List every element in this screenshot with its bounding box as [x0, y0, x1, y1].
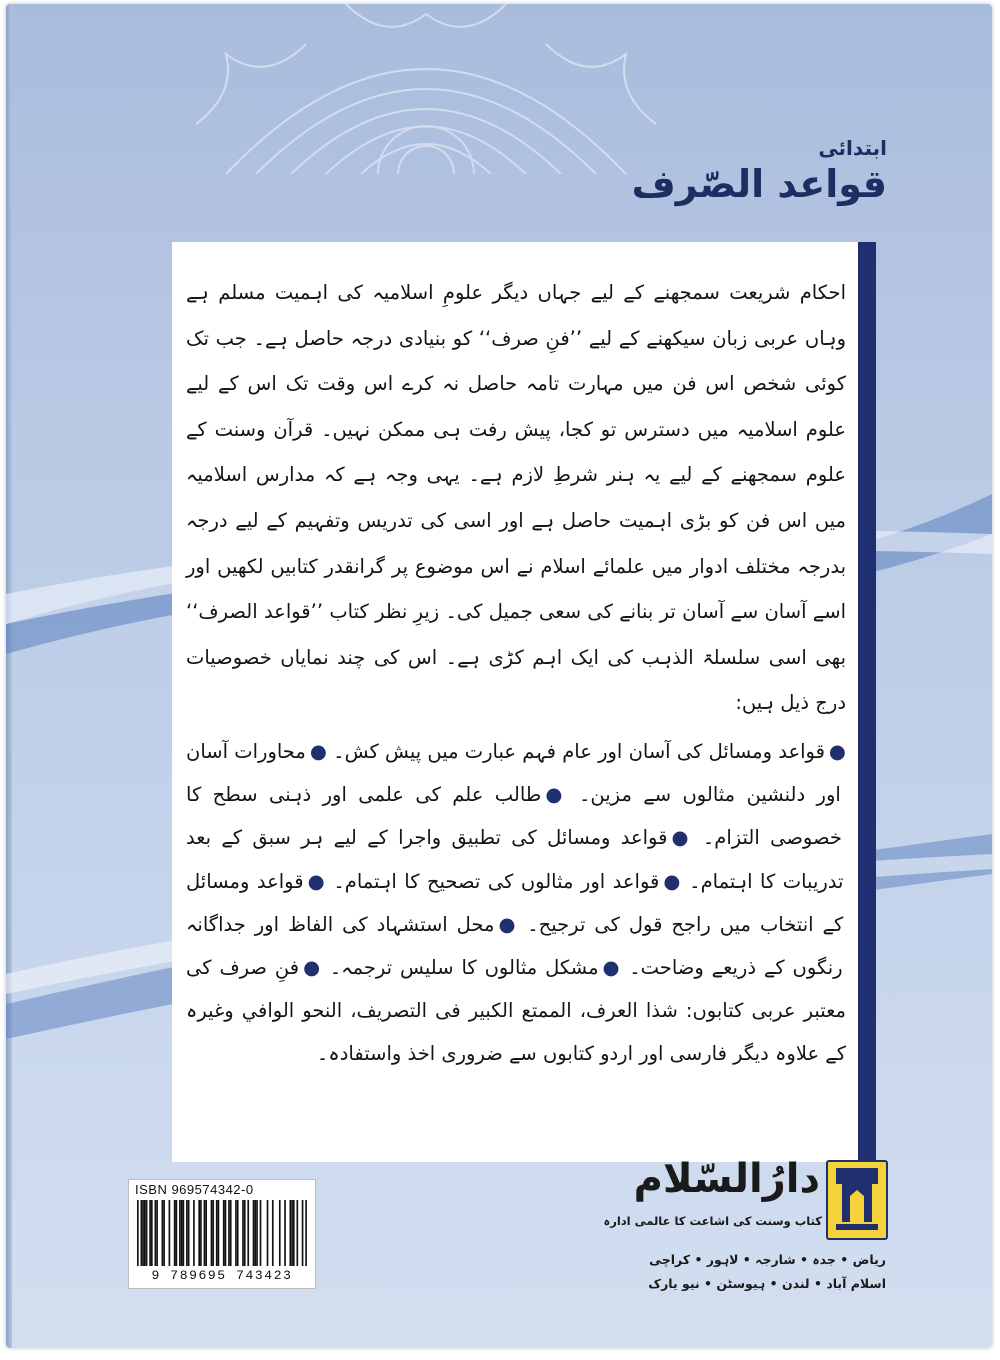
barcode-bar: [260, 1200, 262, 1266]
barcode-bar: [293, 1200, 295, 1266]
bullet-icon: ●: [498, 912, 519, 936]
publisher-tagline: کتاب وسنت کی اشاعت کا عالمی ادارہ: [603, 1214, 822, 1228]
description-paragraph: احکام شریعت سمجھنے کے لیے جہاں دیگر علومِ اسلامیہ کی اہمیت مسلم ہے وہاں عربی زبان سیکھنے کے لیے ’’فنِ صرف‘‘ کو بنیادی درجہ حاصل ہے۔ جب تک کوئی شخص اس فن میں مہارت تامہ حاصل نہ کرے اس وقت تک اس کے لیے علوم اسلامیہ میں دسترس تو کجا، پیش رفت ہی ممکن نہیں۔ قرآن وسنت کے علوم سمجھنے کے لیے یہ ہنر شرطِ لازم ہے۔ یہی وجہ ہے کہ مدارس اسلامیہ میں اس فن کو بڑی اہمیت حاصل ہے اور اسی کی تدریس وتفہیم کے لیے درجہ بدرجہ مختلف ادوار میں علمائے اسلام نے اس موضوع پر گرانقدر کتابیں لکھیں اور اسے آسان سے آسان تر بنانے کی سعی جمیل کی۔ زیرِ نظر کتاب ’’قواعد الصرف‘‘ بھی اسی سلسلۃ الذہب کی ایک اہم کڑی ہے۔ اس کی چند نمایاں خصوصیات درج ذیل ہیں:: [186, 281, 846, 715]
barcode-bar: [200, 1200, 202, 1266]
barcode-bar: [186, 1200, 188, 1266]
barcode-bar: [237, 1200, 239, 1266]
barcode-bar: [247, 1200, 249, 1266]
mandala-ornament: [196, 4, 656, 174]
publisher-logo-icon: [826, 1160, 888, 1240]
barcode-bar: [284, 1200, 286, 1266]
barcode-bars: [135, 1200, 309, 1266]
barcode-bar: [141, 1200, 143, 1266]
feature-item: ●فنِ صرف کی معتبر عربی کتابوں: شذا العرف، الممتع الکبیر فی التصریف، النحو الوافي وغیرہ کے علاوہ دیگر فارسی اور اردو کتابوں سے ضروری اخذ واستفادہ۔: [186, 956, 846, 1066]
publisher-block: [600, 1152, 896, 1302]
barcode-bar: [302, 1200, 304, 1266]
barcode-bar: [228, 1200, 230, 1266]
barcode-bar: [289, 1200, 291, 1266]
barcode-bar: [244, 1200, 246, 1266]
barcode-bar: [223, 1200, 225, 1266]
barcode-bar: [218, 1200, 220, 1266]
back-cover: [6, 4, 992, 1348]
barcode-bar: [253, 1200, 255, 1266]
publisher-name: دارُالسّلام: [633, 1156, 820, 1202]
description-panel: [172, 242, 876, 1162]
barcode-bar: [151, 1200, 153, 1266]
isbn-label: ISBN 969574342-0: [135, 1182, 254, 1197]
spine-edge: [6, 4, 12, 1348]
barcode-bar: [144, 1200, 146, 1266]
barcode-bar: [149, 1200, 151, 1266]
barcode-bar: [169, 1200, 171, 1266]
feature-item: ●قواعد ومسائل کی آسان اور عام فہم عبارت میں پیش کش۔: [333, 740, 846, 763]
publisher-cities-line2: اسلام آباد • لندن • ہیوسٹن • نیو یارک: [648, 1276, 886, 1291]
barcode-bar: [146, 1200, 148, 1266]
barcode-bar: [254, 1200, 256, 1266]
bullet-icon: ●: [545, 783, 568, 807]
feature-item: ●محاورات آسان اور دلنشین مثالوں سے مزین۔: [186, 740, 841, 807]
bullet-icon: ●: [309, 740, 327, 763]
barcode-bar: [267, 1200, 269, 1266]
barcode-bar: [142, 1200, 144, 1266]
barcode-bar: [230, 1200, 232, 1266]
barcode-bar: [176, 1200, 178, 1266]
feature-item: ●طالب علم کی علمی اور ذہنی سطح کا خصوصی التزام۔: [186, 783, 842, 850]
barcode-bar: [291, 1200, 293, 1266]
barcode-bar: [188, 1200, 190, 1266]
barcode-bar: [225, 1200, 227, 1266]
barcode-bar: [181, 1200, 183, 1266]
barcode-bar: [162, 1200, 164, 1266]
barcode-bar: [155, 1200, 157, 1266]
barcode-bar: [193, 1200, 195, 1266]
bullet-icon: ●: [307, 869, 326, 893]
bullet-icon: ●: [602, 956, 622, 980]
barcode-bar: [211, 1200, 213, 1266]
barcode-bar: [216, 1200, 218, 1266]
cover-title-block: [632, 136, 887, 206]
publisher-cities-line1: ریاض • جدہ • شارجہ • لاہور • کراچی: [649, 1252, 886, 1267]
feature-item: ●قواعد اور مثالوں کی تصحیح کا اہتمام۔: [333, 869, 682, 893]
feature-item: ●محل استشہاد کی الفاظ اور جداگانہ رنگوں کے ذریعے وضاحت۔: [186, 912, 843, 980]
barcode-bar: [305, 1200, 307, 1266]
bullet-icon: ●: [663, 869, 682, 893]
barcode-bar: [174, 1200, 176, 1266]
barcode-bar: [183, 1200, 185, 1266]
barcode-bar: [212, 1200, 214, 1266]
book-title: قواعد الصّرف: [631, 162, 887, 206]
barcode-bar: [156, 1200, 158, 1266]
barcode-bar: [205, 1200, 207, 1266]
barcode-bar: [204, 1200, 206, 1266]
barcode-bar: [296, 1200, 298, 1266]
bullet-icon: ●: [828, 740, 846, 763]
barcode-bar: [279, 1200, 281, 1266]
bullet-icon: ●: [671, 826, 693, 850]
features-list: [186, 730, 846, 1076]
feature-item: ●قواعد ومسائل کے انتخاب میں راجح قول کی ترجیح۔: [186, 869, 844, 936]
feature-item: ●مشکل مثالوں کا سلیس ترجمہ۔: [329, 956, 622, 980]
barcode-bar: [198, 1200, 200, 1266]
barcode-bar: [137, 1200, 139, 1266]
isbn-barcode: [128, 1179, 316, 1289]
barcode-bar: [272, 1200, 274, 1266]
book-subtitle: ابتدائی: [818, 136, 887, 160]
barcode-bar: [235, 1200, 237, 1266]
feature-item: ●قواعد ومسائل کی تطبیق واجرا کے لیے ہر سبق کے بعد تدریبات کا اہتمام۔: [186, 826, 844, 893]
barcode-bar: [163, 1200, 165, 1266]
barcode-bar: [256, 1200, 258, 1266]
bullet-icon: ●: [303, 956, 322, 980]
barcode-bar: [242, 1200, 244, 1266]
barcode-digits: 9 789695 743423: [151, 1268, 293, 1283]
barcode-bar: [179, 1200, 181, 1266]
panel-accent-bar: [858, 242, 876, 1162]
